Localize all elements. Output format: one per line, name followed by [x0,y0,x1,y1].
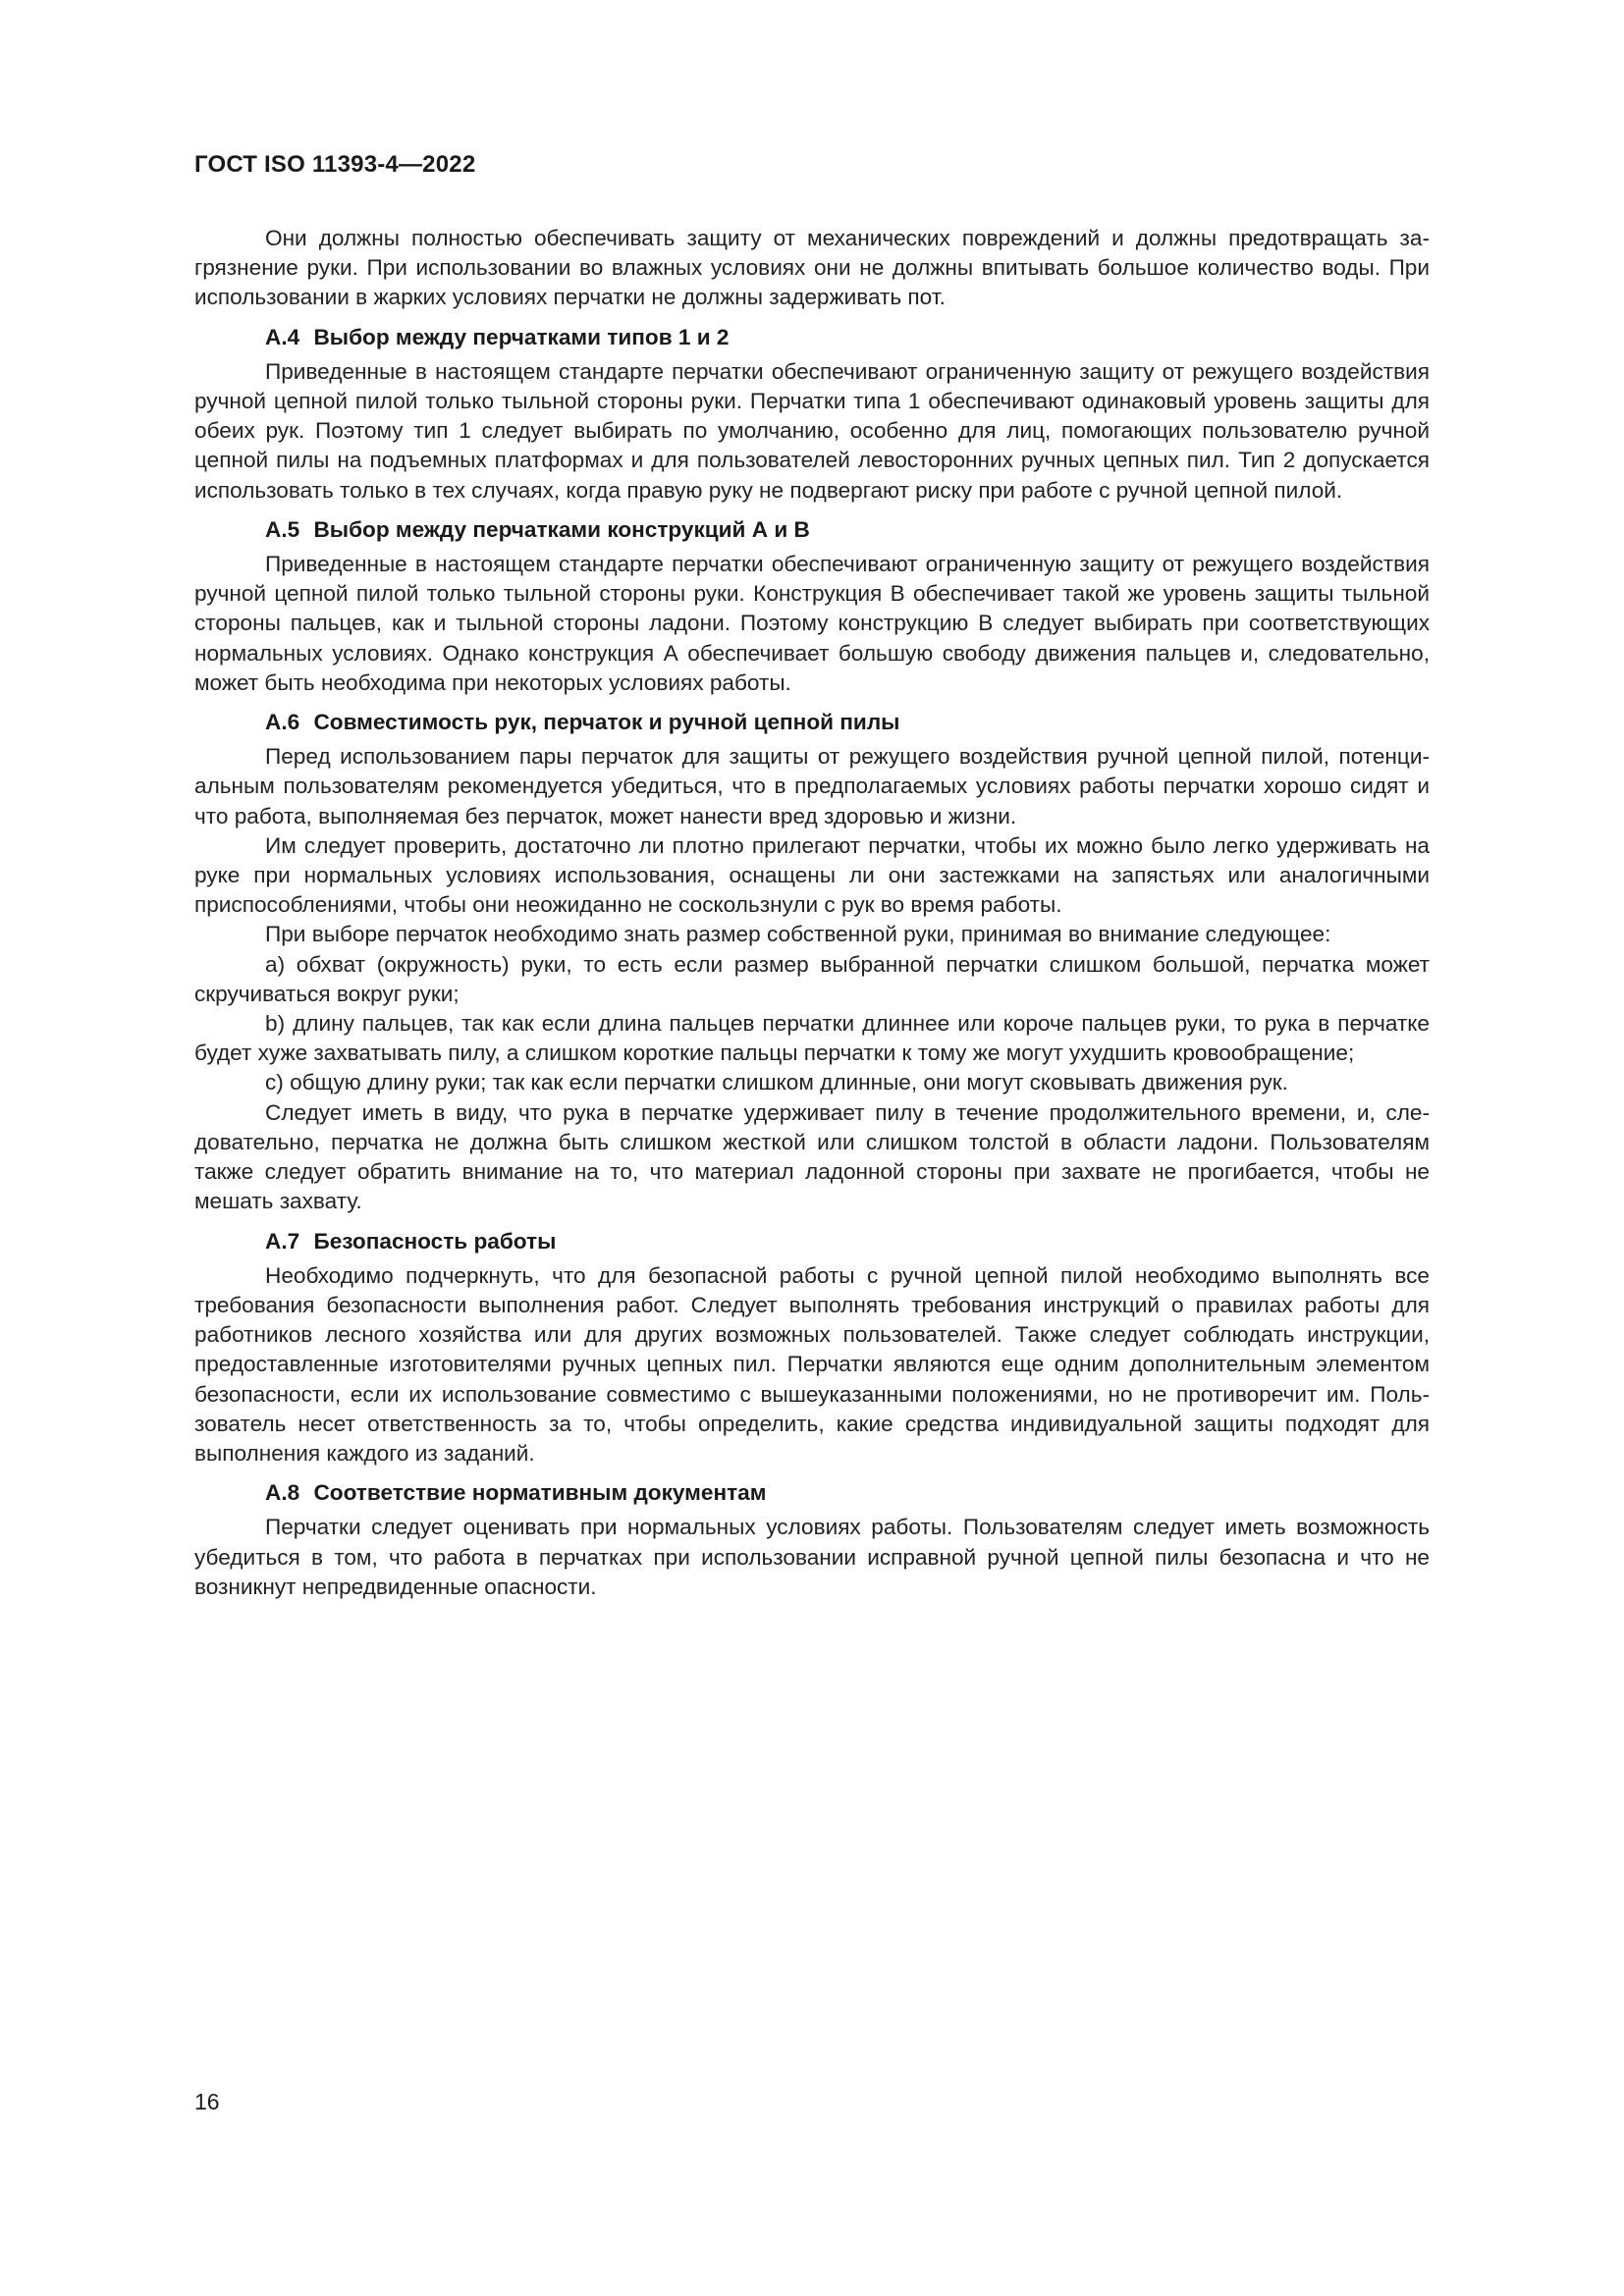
section-a4-title: Выбор между перчатками типов 1 и 2 [313,324,730,349]
section-a8-paragraph: Перчатки следует оценивать при нормальных условиях работы. Пользователям следует иметь возможность убедиться в том, что работа в перчатках при использовании исправной ручной цепной пилы безопасна и что не возникнут непредвиденные опасности. [194,1515,1430,1599]
section-a6-number: А.6 [265,710,300,735]
document-header: ГОСТ ISO 11393-4—2022 [194,151,476,178]
section-a5-title: Выбор между перчатками конструкций А и В [313,516,810,542]
section-a8-number: А.8 [265,1480,300,1506]
section-a4-paragraph: Приведенные в настоящем стандарте перчатки обеспечивают ограниченную защиту от режущего воздействия ручной цепной пилой только тыльной стороны руки. Перчатки типа 1 обеспечивают одинаковый уровень защиты для обеих рук. Поэтому тип 1 следует выбирать по умолчанию, особенно для лиц, помогающих пользователю ручной цепной пилы на подъемных платформах и для пользователей левосторонних ручных цепных пил. Тип 2 допускается использовать только в тех случаях, когда правую руку не подвергают риску при работе с ручной цепной пилой. [194,358,1430,503]
document-body [194,224,1430,1602]
section-a4-number: А.4 [265,324,300,349]
section-a7-heading [265,1227,1430,1256]
section-a4-heading [265,323,1430,352]
section-a5-heading [265,515,1430,545]
intro-paragraph: Они должны полностью обеспечивать защиту от механических повреждений и должны предотвращать загрязнение руки. При использовании во влажных условиях они не должны впитывать большое количество воды. При использовании в жарких условиях перчатки не должны задерживать пот. [194,226,1430,310]
section-a6-paragraph-3: При выборе перчаток необходимо знать размер собственной руки, принимая во внимание следующее: [265,922,1331,947]
section-a6-paragraph-1: Перед использованием пары перчаток для защиты от режущего воздействия ручной цепной пилой, потенциальным пользователям рекомендуется убедиться, что в предполагаемых условиях работы перчатки хорошо сидят и что работа, выполняемая без перчаток, может нанести вред здоровью и жизни. [194,744,1430,828]
section-a8-heading [265,1478,1430,1508]
section-a6-paragraph-2: Им следует проверить, достаточно ли плотно прилегают перчатки, чтобы их можно было легко удерживать на руке при нормальных условиях использования, оснащены ли они застежками на запястьях или аналогичными приспособлениями, чтобы они неожиданно не соскользнули с рук во время работы. [194,832,1430,918]
section-a6-title: Совместимость рук, перчаток и ручной цепной пилы [313,710,900,735]
section-a7-number: А.7 [265,1228,300,1254]
section-a6-list-item-a: a) обхват (окружность) руки, то есть если размер выбранной перчатки слишком большой, перчатка может скручиваться вокруг руки; [194,951,1430,1006]
section-a6-list-item-c: c) общую длину руки; так как если перчатки слишком длинные, они могут сковывать движения рук. [265,1070,1288,1095]
section-a5-number: А.5 [265,516,300,542]
section-a6-paragraph-4: Следует иметь в виду, что рука в перчатке удерживает пилу в течение продолжительного времени, и, следовательно, перчатка не должна быть слишком жесткой или слишком толстой в области ладони. Пользователям также следует обратить внимание на то, что материал ладонной стороны при захвате не прогибается, чтобы не мешать захвату. [194,1099,1430,1214]
section-a8-title: Соответствие нормативным документам [313,1480,767,1506]
section-a7-paragraph: Необходимо подчеркнуть, что для безопасной работы с ручной цепной пилой необходимо выполнять все требования безопасности выполнения работ. Следует выполнять требования инструкций о правилах работы для работников лесного хозяйства или для других возможных пользователей. Также следует соблюдать инструкции, предоставленные изготовителями ручных цепных пил. Перчатки являются еще одним дополнительным элементом безопасности, если их использование совместимо с вышеуказанными положениями, но не противоречит им. Пользователь несет ответственность за то, чтобы определить, какие средства индивидуальной защиты подходят для выполнения каждого из заданий. [194,1262,1430,1466]
section-a5-paragraph: Приведенные в настоящем стандарте перчатки обеспечивают ограниченную защиту от режущего воздействия ручной цепной пилой только тыльной стороны руки. Конструкция В обеспечивает такой же уровень защиты тыльной стороны пальцев, как и тыльной стороны ладони. Поэтому конструкцию В следует выбирать при соответствующих нормальных условиях. Однако конструкция А обеспечивает большую свободу движения пальцев и, следовательно, может быть необходима при некоторых условиях работы. [194,552,1430,695]
page-number: 16 [194,2089,220,2114]
section-a6-list-item-b: b) длину пальцев, так как если длина пальцев перчатки длиннее или короче пальцев руки, то рука в перчатке будет хуже захватывать пилу, а слишком короткие пальцы перчатки к тому же могут ухудшить кровообращение; [194,1011,1430,1066]
section-a6-heading [265,708,1430,737]
section-a7-title: Безопасность работы [313,1228,557,1254]
